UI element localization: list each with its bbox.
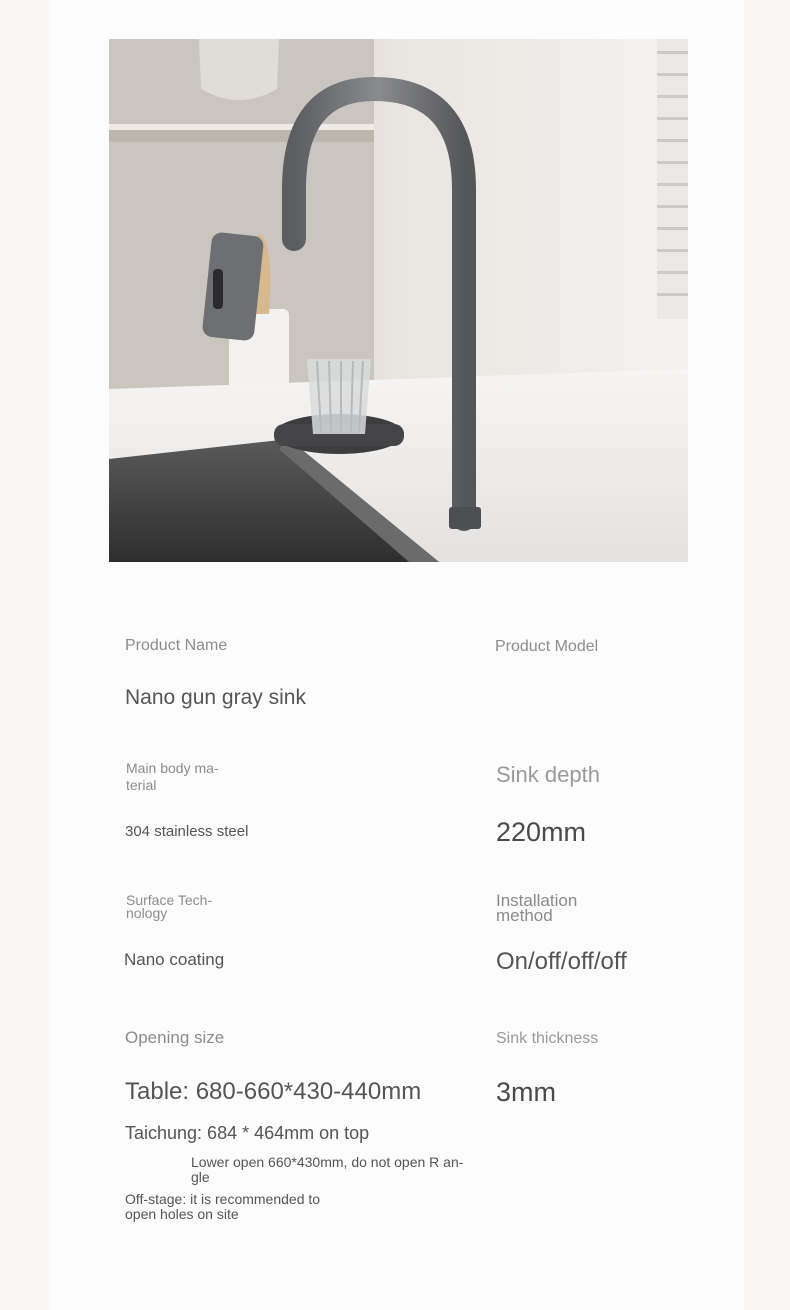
installation-label-line2: method: [496, 906, 553, 925]
opening-table-value: Table: 680-660*430-440mm: [125, 1078, 422, 1105]
opening-lower-line1: Lower open 660*430mm, do not open R an-: [191, 1154, 464, 1170]
material-label-line1: Main body ma-: [126, 760, 219, 776]
product-name-value: Nano gun gray sink: [125, 686, 306, 709]
material-value: 304 stainless steel: [125, 823, 249, 840]
opening-offstage-line2: open holes on site: [125, 1206, 239, 1222]
installation-label-line1: Installation: [496, 891, 578, 910]
surface-label: [126, 894, 212, 920]
opening-taichung-value: Taichung: 684 * 464mm on top: [125, 1123, 370, 1143]
thickness-label: Sink thickness: [496, 1030, 599, 1047]
opening-lower-note: [191, 1155, 463, 1185]
opening-label: Opening size: [125, 1028, 225, 1047]
opening-offstage-note: [125, 1192, 320, 1222]
opening-offstage-line1: Off-stage: it is recommended to: [125, 1191, 321, 1207]
depth-label: Sink depth: [496, 762, 600, 787]
material-label: [126, 761, 219, 793]
material-label-line2: terial: [126, 777, 157, 793]
installation-label: [496, 893, 577, 923]
product-model-label: Product Model: [495, 638, 599, 655]
surface-label-line1: Surface Tech-: [126, 892, 213, 908]
faucet-photo: [109, 39, 688, 562]
product-name-label: Product Name: [125, 637, 228, 654]
depth-value: 220mm: [496, 817, 587, 847]
thickness-value: 3mm: [496, 1077, 556, 1107]
opening-lower-line2: gle: [191, 1169, 210, 1185]
surface-value: Nano coating: [124, 950, 225, 969]
surface-label-line2: nology: [126, 905, 168, 921]
installation-value: On/off/off/off: [496, 948, 627, 975]
